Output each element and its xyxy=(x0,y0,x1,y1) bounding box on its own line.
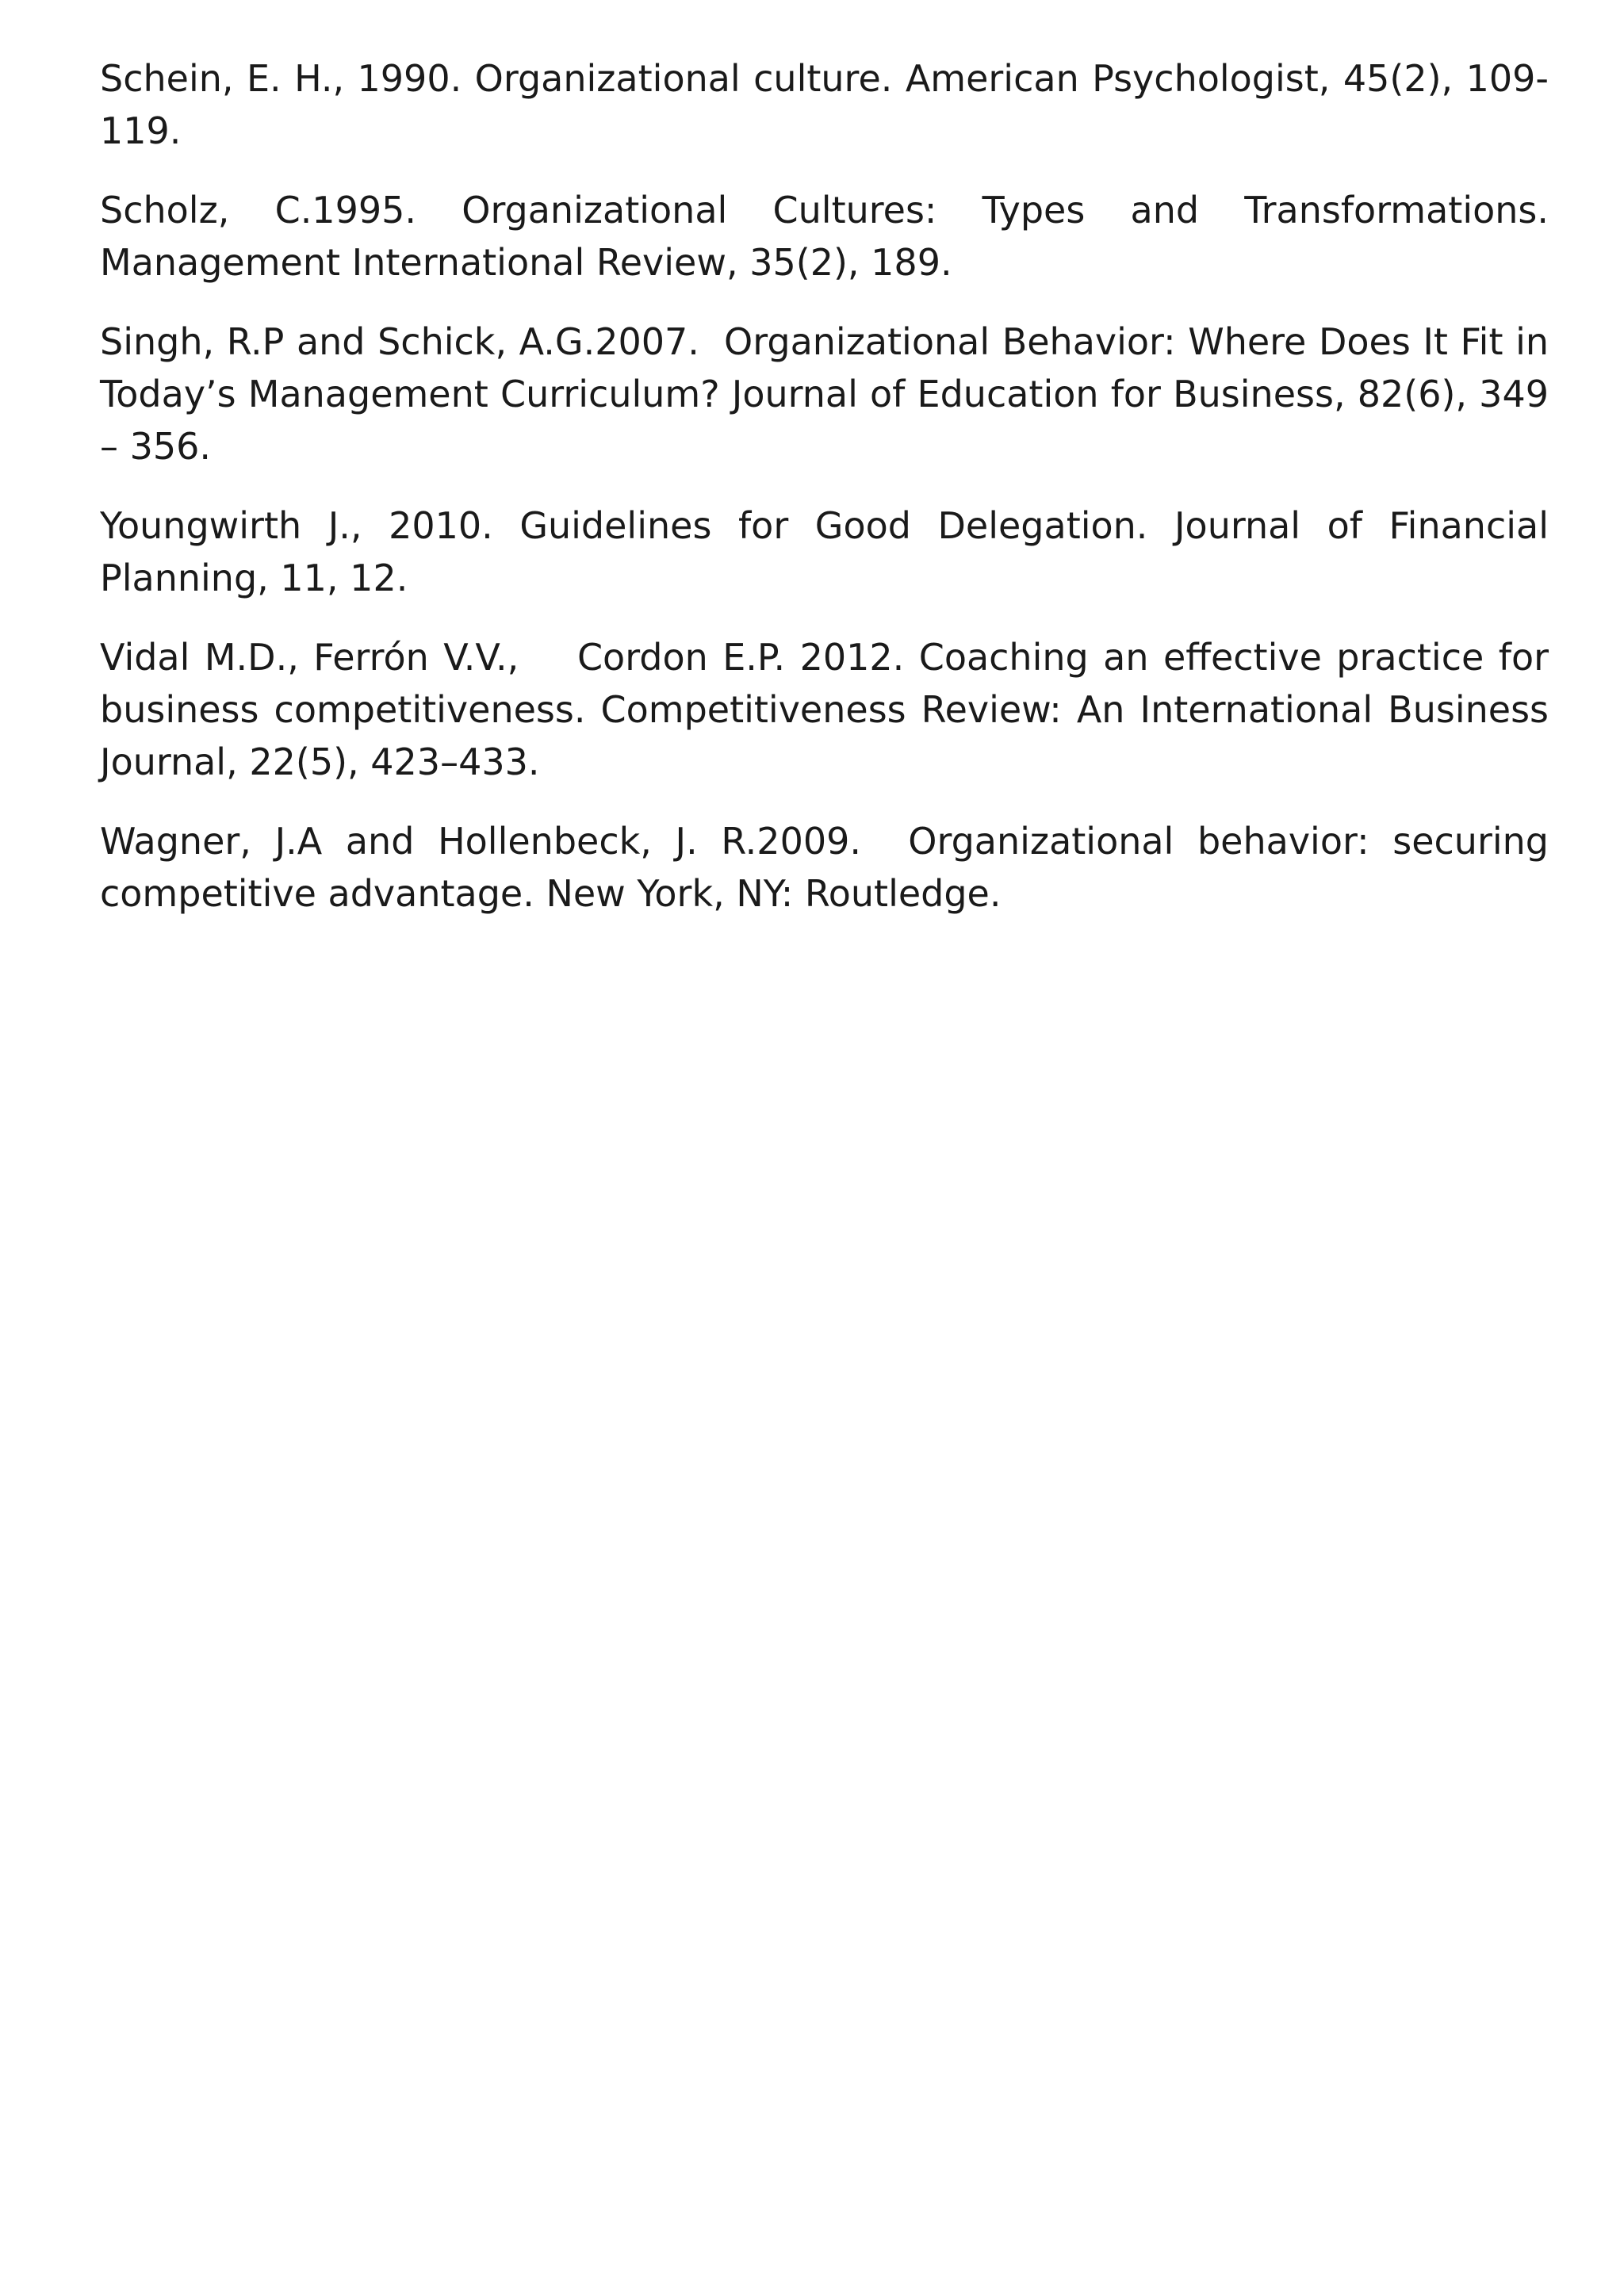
reference-entry-wagner: Wagner, J.A and Hollenbeck, J. R.2009. Organizational behavior: securing competitive advantage. New York, NY: Routledge. xyxy=(100,820,1561,915)
reference-list xyxy=(100,52,1561,947)
reference-entry-youngwirth: Youngwirth J., 2010. Guidelines for Good Delegation. Journal of Financial Planning, 11, 12. xyxy=(100,504,1561,599)
reference-entry-singh: Singh, R.P and Schick, A.G.2007. Organizational Behavior: Where Does It Fit in Today’s Management Curriculum? Journal of Education for Business, 82(6), 349 – 356. xyxy=(100,320,1561,468)
reference-entry-vidal: Vidal M.D., Ferrón V.V., Cordon E.P. 2012. Coaching an effective practice for business competitiveness. Competitiveness Review: An International Business Journal, 22(5), 423–433. xyxy=(100,636,1561,783)
reference-entry-scholz: Scholz, C.1995. Organizational Cultures: Types and Transformations. Management International Review, 35(2), 189. xyxy=(100,189,1561,284)
reference-entry-schein: Schein, E. H., 1990. Organizational culture. American Psychologist, 45(2), 109-119. xyxy=(100,57,1549,152)
